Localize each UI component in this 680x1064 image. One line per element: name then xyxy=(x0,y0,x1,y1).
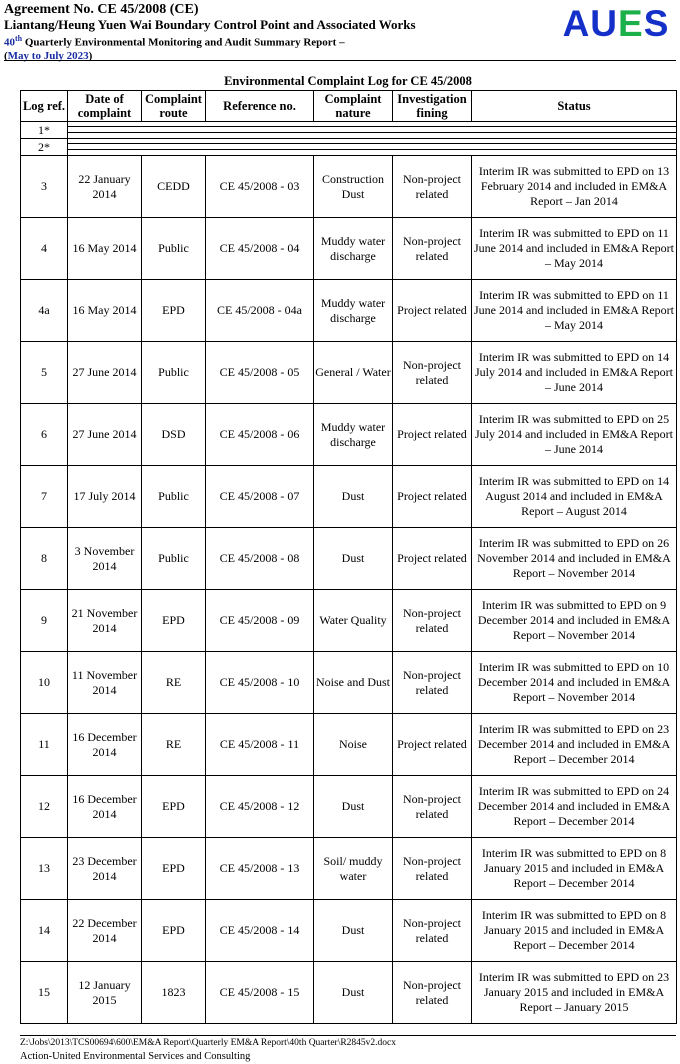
report-number: 40 xyxy=(4,36,15,49)
report-title xyxy=(4,32,544,50)
log-ref-cell: 4 xyxy=(21,218,68,280)
investigation-cell: Non-project related xyxy=(393,652,472,714)
date-cell: 22 December 2014 xyxy=(68,900,142,962)
reference-cell: CE 45/2008 - 05 xyxy=(206,342,314,404)
col-investigation: Investigation fining xyxy=(393,91,472,122)
footer-divider xyxy=(20,1035,676,1036)
table-row xyxy=(21,900,677,962)
route-cell: EPD xyxy=(142,590,206,652)
status-cell: Interim IR was submitted to EPD on 14 August 2014 and included in EM&A Report – August 2014 xyxy=(472,466,677,528)
route-cell: EPD xyxy=(142,900,206,962)
table-title: Environmental Complaint Log for CE 45/2008 xyxy=(224,74,472,88)
log-ref-cell: 4a xyxy=(21,280,68,342)
status-cell: Interim IR was submitted to EPD on 8 January 2015 and included in EM&A Report – December 2014 xyxy=(472,838,677,900)
table-row xyxy=(21,838,677,900)
report-title-text: Quarterly Environmental Monitoring and Audit Summary Report – xyxy=(22,36,345,49)
aues-logo: AUES xyxy=(562,3,670,44)
date-cell: 16 May 2014 xyxy=(68,280,142,342)
investigation-cell: Non-project related xyxy=(393,342,472,404)
col-date: Date of complaint xyxy=(68,91,142,122)
status-cell: Interim IR was submitted to EPD on 25 July 2014 and included in EM&A Report – June 2014 xyxy=(472,404,677,466)
project-title: Liantang/Heung Yuen Wai Boundary Control Point and Associated Works xyxy=(4,17,416,32)
nature-cell: Muddy water discharge xyxy=(314,404,393,466)
status-cell: Interim IR was submitted to EPD on 11 June 2014 and included in EM&A Report – May 2014 xyxy=(472,280,677,342)
log-ref-cell: 13 xyxy=(21,838,68,900)
nature-cell: Dust xyxy=(314,466,393,528)
status-cell: Interim IR was submitted to EPD on 11 June 2014 and included in EM&A Report – May 2014 xyxy=(472,218,677,280)
table-row xyxy=(21,776,677,838)
table-row xyxy=(21,466,677,528)
col-status: Status xyxy=(472,91,677,122)
status-cell: Interim IR was submitted to EPD on 24 December 2014 and included in EM&A Report – December 2014 xyxy=(472,776,677,838)
route-cell: CEDD xyxy=(142,156,206,218)
log-ref-cell: 8 xyxy=(21,528,68,590)
nature-cell: Dust xyxy=(314,776,393,838)
table-row xyxy=(21,404,677,466)
status-cell: Interim IR was submitted to EPD on 9 December 2014 and included in EM&A Report – November 2014 xyxy=(472,590,677,652)
nature-cell: Noise and Dust xyxy=(314,652,393,714)
log-ref-cell: 2* xyxy=(21,139,68,156)
report-number-suffix: th xyxy=(15,34,23,43)
route-cell: RE xyxy=(142,652,206,714)
nature-cell: Construction Dust xyxy=(314,156,393,218)
reference-cell: CE 45/2008 - 08 xyxy=(206,528,314,590)
status-cell: Interim IR was submitted to EPD on 26 November 2014 and included in EM&A Report – November 2014 xyxy=(472,528,677,590)
table-row xyxy=(21,714,677,776)
nature-cell: Dust xyxy=(314,528,393,590)
route-cell: DSD xyxy=(142,404,206,466)
table-header-row xyxy=(21,91,677,122)
table-row xyxy=(21,528,677,590)
investigation-cell: Project related xyxy=(393,280,472,342)
route-cell: RE xyxy=(142,714,206,776)
table-row xyxy=(21,218,677,280)
nature-cell: Soil/ muddy water xyxy=(314,838,393,900)
log-ref-cell: 1* xyxy=(21,122,68,139)
struck-row xyxy=(68,122,677,139)
investigation-cell: Non-project related xyxy=(393,962,472,1024)
log-ref-cell: 11 xyxy=(21,714,68,776)
date-cell: 12 January 2015 xyxy=(68,962,142,1024)
reference-cell: CE 45/2008 - 03 xyxy=(206,156,314,218)
investigation-cell: Non-project related xyxy=(393,590,472,652)
investigation-cell: Project related xyxy=(393,466,472,528)
agreement-number: Agreement No. CE 45/2008 (CE) xyxy=(4,2,199,17)
complaint-log-table xyxy=(20,90,677,1024)
route-cell: Public xyxy=(142,342,206,404)
reference-cell: CE 45/2008 - 15 xyxy=(206,962,314,1024)
date-cell: 27 June 2014 xyxy=(68,342,142,404)
table-row xyxy=(21,652,677,714)
status-cell: Interim IR was submitted to EPD on 10 December 2014 and included in EM&A Report – November 2014 xyxy=(472,652,677,714)
reference-cell: CE 45/2008 - 14 xyxy=(206,900,314,962)
reference-cell: CE 45/2008 - 11 xyxy=(206,714,314,776)
log-ref-cell: 15 xyxy=(21,962,68,1024)
nature-cell: General / Water xyxy=(314,342,393,404)
table-row-blank xyxy=(21,122,677,139)
log-ref-cell: 12 xyxy=(21,776,68,838)
reference-cell: CE 45/2008 - 13 xyxy=(206,838,314,900)
log-ref-cell: 9 xyxy=(21,590,68,652)
log-ref-cell: 10 xyxy=(21,652,68,714)
investigation-cell: Project related xyxy=(393,528,472,590)
log-ref-cell: 14 xyxy=(21,900,68,962)
col-nature: Complaint nature xyxy=(314,91,393,122)
document-header xyxy=(4,2,544,63)
company-name: Action-United Environmental Services and Consulting xyxy=(20,1051,251,1062)
log-ref-cell: 6 xyxy=(21,404,68,466)
route-cell: 1823 xyxy=(142,962,206,1024)
investigation-cell: Non-project related xyxy=(393,838,472,900)
table-row xyxy=(21,156,677,218)
table-row-blank xyxy=(21,139,677,156)
nature-cell: Dust xyxy=(314,900,393,962)
date-cell: 17 July 2014 xyxy=(68,466,142,528)
nature-cell: Muddy water discharge xyxy=(314,218,393,280)
date-cell: 16 May 2014 xyxy=(68,218,142,280)
reference-cell: CE 45/2008 - 09 xyxy=(206,590,314,652)
investigation-cell: Non-project related xyxy=(393,156,472,218)
reference-cell: CE 45/2008 - 10 xyxy=(206,652,314,714)
col-reference: Reference no. xyxy=(206,91,314,122)
reference-cell: CE 45/2008 - 12 xyxy=(206,776,314,838)
date-cell: 11 November 2014 xyxy=(68,652,142,714)
nature-cell: Dust xyxy=(314,962,393,1024)
table-row xyxy=(21,962,677,1024)
status-cell: Interim IR was submitted to EPD on 14 July 2014 and included in EM&A Report – June 2014 xyxy=(472,342,677,404)
investigation-cell: Non-project related xyxy=(393,776,472,838)
log-ref-cell: 5 xyxy=(21,342,68,404)
report-period: (May to July 2023) xyxy=(4,49,93,62)
table-row xyxy=(21,280,677,342)
investigation-cell: Project related xyxy=(393,714,472,776)
date-cell: 16 December 2014 xyxy=(68,776,142,838)
date-cell: 27 June 2014 xyxy=(68,404,142,466)
date-cell: 22 January 2014 xyxy=(68,156,142,218)
investigation-cell: Non-project related xyxy=(393,218,472,280)
reference-cell: CE 45/2008 - 04 xyxy=(206,218,314,280)
date-cell: 16 December 2014 xyxy=(68,714,142,776)
table-row xyxy=(21,342,677,404)
col-route: Complaint route xyxy=(142,91,206,122)
reference-cell: CE 45/2008 - 07 xyxy=(206,466,314,528)
status-cell: Interim IR was submitted to EPD on 23 January 2015 and included in EM&A Report – January 2015 xyxy=(472,962,677,1024)
nature-cell: Water Quality xyxy=(314,590,393,652)
date-cell: 3 November 2014 xyxy=(68,528,142,590)
reference-cell: CE 45/2008 - 06 xyxy=(206,404,314,466)
route-cell: EPD xyxy=(142,838,206,900)
investigation-cell: Non-project related xyxy=(393,900,472,962)
reference-cell: CE 45/2008 - 04a xyxy=(206,280,314,342)
table-row xyxy=(21,590,677,652)
route-cell: Public xyxy=(142,218,206,280)
route-cell: EPD xyxy=(142,280,206,342)
date-cell: 23 December 2014 xyxy=(68,838,142,900)
log-ref-cell: 3 xyxy=(21,156,68,218)
nature-cell: Muddy water discharge xyxy=(314,280,393,342)
date-cell: 21 November 2014 xyxy=(68,590,142,652)
nature-cell: Noise xyxy=(314,714,393,776)
struck-row xyxy=(68,139,677,156)
route-cell: Public xyxy=(142,528,206,590)
status-cell: Interim IR was submitted to EPD on 8 January 2015 and included in EM&A Report – December 2014 xyxy=(472,900,677,962)
header-divider xyxy=(4,60,676,61)
status-cell: Interim IR was submitted to EPD on 13 February 2014 and included in EM&A Report – Jan 2014 xyxy=(472,156,677,218)
report-period-text: May to July 2023 xyxy=(7,49,89,62)
file-path: Z:\Jobs\2013\TCS00694\600\EM&A Report\Quarterly EM&A Report\40th Quarter\R2845v2.docx xyxy=(20,1038,397,1048)
route-cell: EPD xyxy=(142,776,206,838)
col-log-ref: Log ref. xyxy=(21,91,68,122)
investigation-cell: Project related xyxy=(393,404,472,466)
route-cell: Public xyxy=(142,466,206,528)
log-ref-cell: 7 xyxy=(21,466,68,528)
status-cell: Interim IR was submitted to EPD on 23 December 2014 and included in EM&A Report – December 2014 xyxy=(472,714,677,776)
